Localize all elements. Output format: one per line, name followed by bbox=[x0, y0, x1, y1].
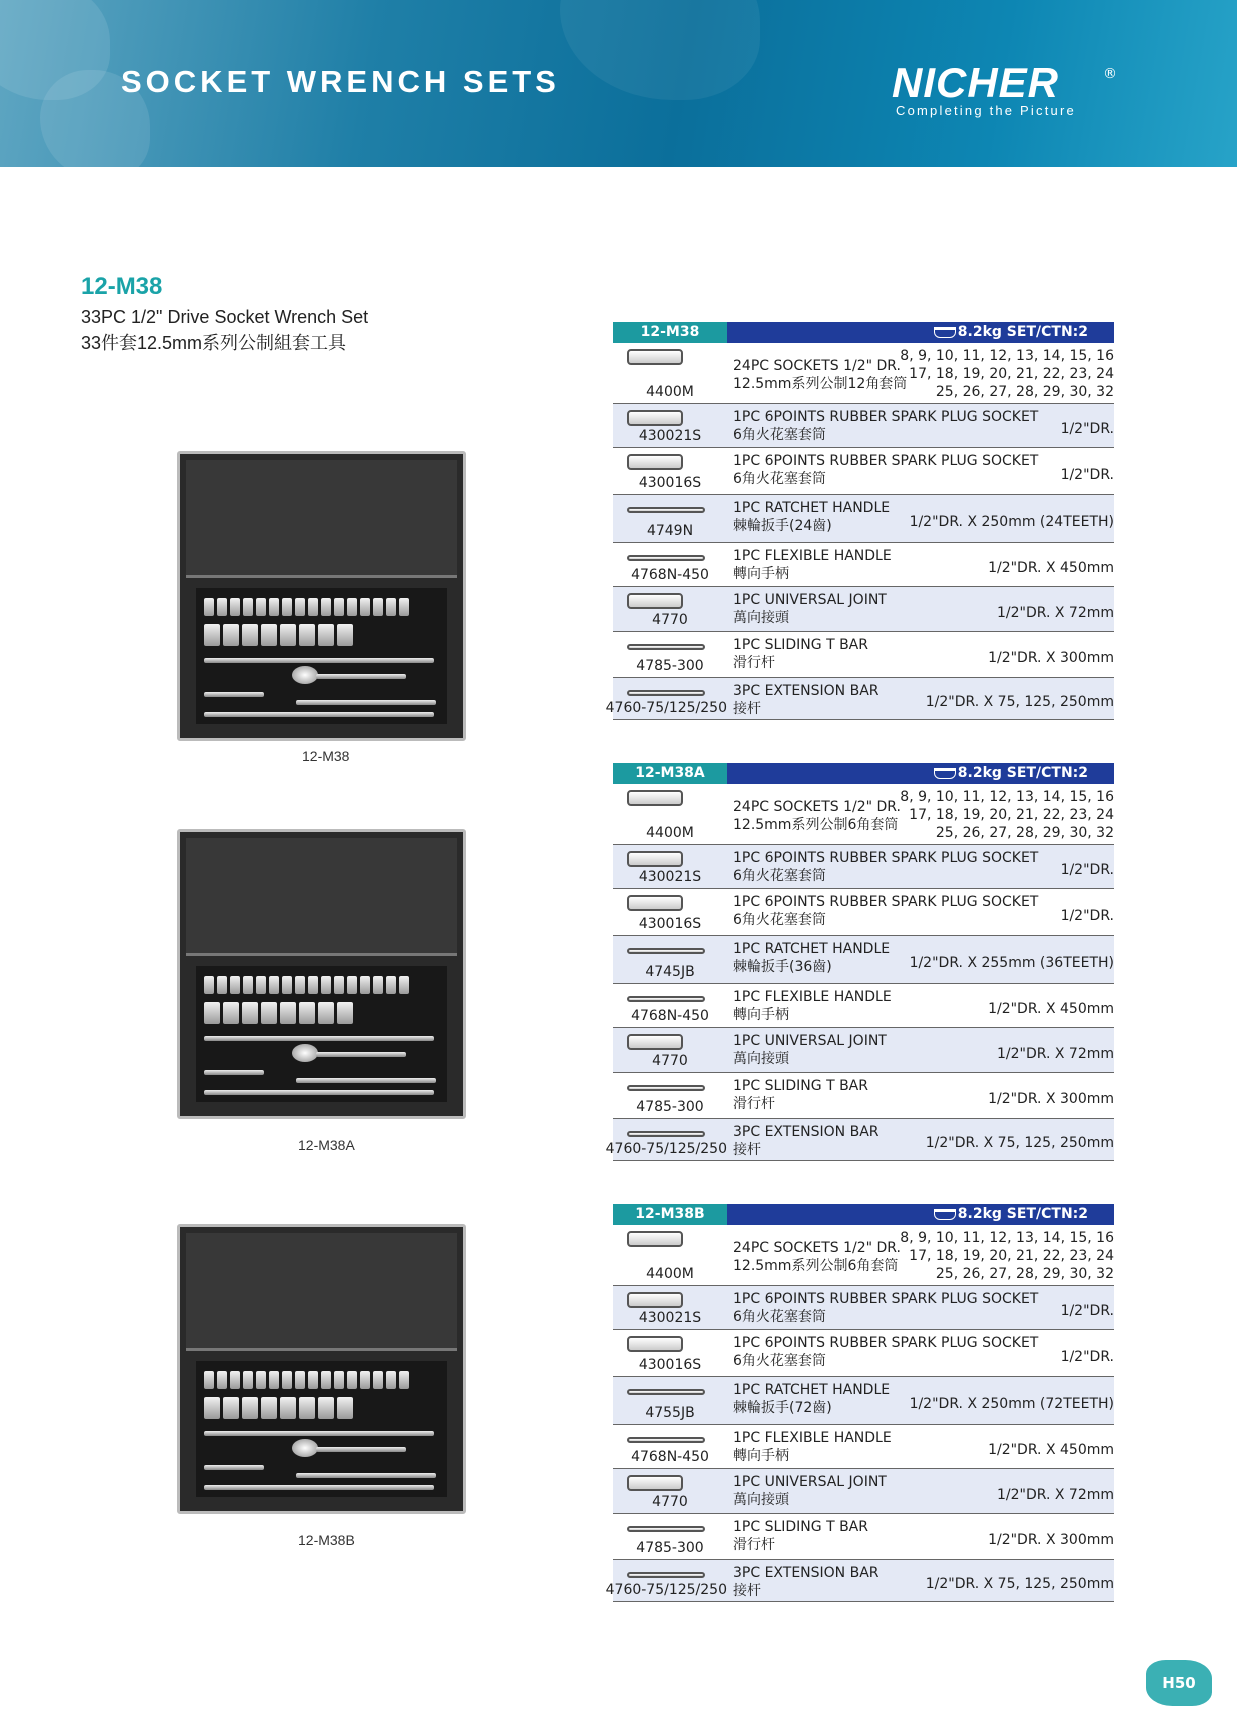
item-code: 430021S bbox=[638, 428, 702, 444]
product-case-photo bbox=[177, 451, 466, 741]
registered-mark: ® bbox=[1103, 66, 1117, 82]
item-name-en: 1PC 6POINTS RUBBER SPARK PLUG SOCKET bbox=[733, 453, 1039, 469]
spec-line: 1/2"DR. X 72mm bbox=[996, 1487, 1114, 1503]
spec-line: 17, 18, 19, 20, 21, 22, 23, 24 bbox=[909, 807, 1114, 823]
item-code: 4745JB bbox=[645, 964, 695, 980]
table-row bbox=[605, 678, 1114, 720]
item-spec bbox=[910, 513, 1114, 531]
item-spec bbox=[1061, 1302, 1114, 1320]
item-code: 430021S bbox=[638, 1310, 702, 1326]
table-row bbox=[605, 1560, 1114, 1602]
tool-icon bbox=[627, 1437, 705, 1443]
item-name bbox=[733, 1564, 879, 1600]
item-name bbox=[733, 636, 868, 672]
item-name-en: 1PC SLIDING T BAR bbox=[733, 1078, 868, 1094]
product-model: 12-M38 bbox=[81, 273, 163, 300]
spec-line: 1/2"DR. bbox=[1060, 908, 1114, 924]
tool-icon bbox=[627, 1389, 705, 1395]
page-tag: H50 bbox=[1146, 1660, 1212, 1706]
tool-icon bbox=[627, 1085, 705, 1091]
item-name bbox=[733, 1032, 887, 1068]
item-name-zh: 萬向接頭 bbox=[733, 1492, 789, 1508]
item-name-zh: 6角火花塞套筒 bbox=[733, 471, 826, 487]
item-name-en: 1PC 6POINTS RUBBER SPARK PLUG SOCKET bbox=[733, 409, 1039, 425]
item-name-zh: 12.5mm系列公制6角套筒 bbox=[733, 1258, 899, 1274]
item-name-en: 1PC UNIVERSAL JOINT bbox=[733, 1033, 887, 1049]
tool-icon bbox=[627, 1034, 683, 1050]
item-name-en: 1PC 6POINTS RUBBER SPARK PLUG SOCKET bbox=[733, 894, 1039, 910]
item-spec bbox=[988, 649, 1114, 667]
table-row bbox=[613, 343, 1114, 404]
table-row bbox=[613, 845, 1114, 889]
item-spec bbox=[988, 1000, 1114, 1018]
tool-icon bbox=[627, 790, 683, 806]
item-name bbox=[733, 893, 1038, 929]
item-spec bbox=[926, 1575, 1114, 1593]
spec-line: 1/2"DR. X 450mm bbox=[988, 1442, 1114, 1458]
tool-icon bbox=[627, 948, 705, 954]
item-name bbox=[733, 1473, 887, 1509]
item-name-en: 1PC UNIVERSAL JOINT bbox=[733, 1474, 887, 1490]
item-code: 430016S bbox=[638, 475, 702, 491]
item-spec bbox=[1061, 420, 1114, 438]
item-code: 4400M bbox=[646, 825, 694, 841]
item-spec bbox=[997, 1486, 1114, 1504]
item-code: 4749N bbox=[646, 523, 694, 539]
tool-icon bbox=[627, 851, 683, 867]
product-description-zh: 33件套12.5mm系列公制組套工具 bbox=[81, 333, 347, 353]
spec-table bbox=[605, 763, 1114, 1161]
item-name-zh: 12.5mm系列公制12角套筒 bbox=[733, 376, 908, 392]
item-spec bbox=[997, 604, 1114, 622]
item-code: 4785-300 bbox=[636, 1540, 704, 1556]
spec-table bbox=[605, 322, 1114, 720]
spec-line: 25, 26, 27, 28, 29, 30, 32 bbox=[935, 384, 1114, 400]
item-spec bbox=[926, 693, 1114, 711]
item-name-zh: 棘輪扳手(24齒) bbox=[733, 518, 832, 534]
item-name-zh: 接杆 bbox=[733, 1142, 761, 1158]
table-row bbox=[613, 1028, 1114, 1073]
spec-line: 17, 18, 19, 20, 21, 22, 23, 24 bbox=[909, 366, 1114, 382]
item-name-zh: 萬向接頭 bbox=[733, 610, 789, 626]
item-name bbox=[733, 547, 892, 583]
item-name-en: 1PC RATCHET HANDLE bbox=[733, 1382, 891, 1398]
product-case-photo bbox=[177, 829, 466, 1119]
spec-line: 1/2"DR. X 72mm bbox=[996, 1046, 1114, 1062]
item-name-zh: 轉向手柄 bbox=[733, 1007, 789, 1023]
spec-line: 8, 9, 10, 11, 12, 13, 14, 15, 16 bbox=[900, 789, 1114, 805]
spec-line: 1/2"DR. X 75, 125, 250mm bbox=[925, 1135, 1114, 1151]
case-caption: 12-M38 bbox=[302, 748, 350, 764]
item-name-en: 1PC FLEXIBLE HANDLE bbox=[733, 548, 892, 564]
item-code: 4760-75/125/250 bbox=[605, 1141, 727, 1157]
table-row bbox=[613, 1469, 1114, 1514]
item-name-en: 1PC RATCHET HANDLE bbox=[733, 941, 891, 957]
item-name bbox=[733, 357, 907, 393]
item-name-en: 1PC RATCHET HANDLE bbox=[733, 500, 891, 516]
item-code: 4785-300 bbox=[636, 1099, 704, 1115]
item-name-zh: 6角火花塞套筒 bbox=[733, 1353, 826, 1369]
item-spec bbox=[900, 788, 1114, 842]
item-code: 4760-75/125/250 bbox=[605, 1582, 727, 1598]
tool-icon bbox=[627, 690, 705, 696]
table-row bbox=[613, 1425, 1114, 1469]
item-name-zh: 6角火花塞套筒 bbox=[733, 868, 826, 884]
table-row bbox=[613, 1514, 1114, 1560]
tool-icon bbox=[627, 1475, 683, 1491]
item-name bbox=[733, 798, 901, 834]
item-name bbox=[733, 849, 1038, 885]
tool-icon bbox=[627, 1572, 705, 1578]
item-spec bbox=[988, 1090, 1114, 1108]
table-weight: 8.2kg SET/CTN:2 bbox=[957, 1206, 1088, 1222]
spec-line: 1/2"DR. X 255mm (36TEETH) bbox=[909, 955, 1114, 971]
item-spec bbox=[988, 559, 1114, 577]
item-name bbox=[733, 988, 892, 1024]
item-name-en: 1PC FLEXIBLE HANDLE bbox=[733, 989, 892, 1005]
item-name-en: 1PC 6POINTS RUBBER SPARK PLUG SOCKET bbox=[733, 850, 1039, 866]
item-name-en: 3PC EXTENSION BAR bbox=[733, 683, 879, 699]
item-code: 4400M bbox=[646, 384, 694, 400]
item-name-zh: 6角火花塞套筒 bbox=[733, 1309, 826, 1325]
item-name bbox=[733, 452, 1038, 488]
item-name-zh: 轉向手柄 bbox=[733, 566, 789, 582]
tool-icon bbox=[627, 349, 683, 365]
scale-icon bbox=[934, 1209, 956, 1220]
item-name bbox=[733, 1429, 892, 1465]
item-name-en: 24PC SOCKETS 1/2" DR. bbox=[733, 358, 901, 374]
item-name bbox=[733, 1123, 879, 1159]
tool-icon bbox=[627, 1526, 705, 1532]
table-row bbox=[613, 784, 1114, 845]
item-name-en: 1PC 6POINTS RUBBER SPARK PLUG SOCKET bbox=[733, 1335, 1039, 1351]
spec-table bbox=[605, 1204, 1114, 1602]
tool-icon bbox=[627, 555, 705, 561]
table-row bbox=[613, 448, 1114, 495]
item-name-zh: 棘輪扳手(36齒) bbox=[733, 959, 832, 975]
table-row bbox=[613, 632, 1114, 678]
item-name bbox=[733, 408, 1038, 444]
spec-table-header bbox=[613, 322, 1114, 343]
scale-icon bbox=[934, 327, 956, 338]
table-model: 12-M38B bbox=[613, 1204, 727, 1225]
tool-icon bbox=[627, 410, 683, 426]
item-name-en: 3PC EXTENSION BAR bbox=[733, 1565, 879, 1581]
item-name bbox=[733, 1077, 868, 1113]
item-name bbox=[733, 682, 879, 718]
spec-line: 1/2"DR. X 300mm bbox=[988, 1091, 1114, 1107]
item-spec bbox=[1061, 861, 1114, 879]
item-name bbox=[733, 591, 887, 627]
item-name bbox=[733, 1381, 890, 1417]
item-name bbox=[733, 1518, 868, 1554]
table-row bbox=[613, 1377, 1114, 1425]
tool-icon bbox=[627, 1131, 705, 1137]
table-row bbox=[613, 404, 1114, 448]
item-name-zh: 滑行杆 bbox=[733, 1096, 775, 1112]
spec-line: 17, 18, 19, 20, 21, 22, 23, 24 bbox=[909, 1248, 1114, 1264]
item-name-en: 24PC SOCKETS 1/2" DR. bbox=[733, 1240, 901, 1256]
tool-icon bbox=[627, 895, 683, 911]
item-spec bbox=[988, 1441, 1114, 1459]
table-row bbox=[613, 889, 1114, 936]
tool-icon bbox=[627, 1292, 683, 1308]
table-row bbox=[613, 1225, 1114, 1286]
table-row bbox=[613, 1073, 1114, 1119]
spec-line: 1/2"DR. X 300mm bbox=[988, 650, 1114, 666]
item-name bbox=[733, 1239, 901, 1275]
table-row bbox=[613, 936, 1114, 984]
tool-icon bbox=[627, 1336, 683, 1352]
table-row bbox=[613, 1330, 1114, 1377]
table-row bbox=[613, 543, 1114, 587]
item-spec bbox=[1061, 466, 1114, 484]
item-code: 4770 bbox=[652, 1053, 688, 1069]
brand-logo: NICHER bbox=[892, 59, 1060, 106]
case-caption: 12-M38B bbox=[298, 1532, 355, 1548]
spec-line: 1/2"DR. bbox=[1060, 1349, 1114, 1365]
item-name-en: 1PC SLIDING T BAR bbox=[733, 1519, 868, 1535]
item-code: 430021S bbox=[638, 869, 702, 885]
case-caption: 12-M38A bbox=[298, 1137, 355, 1153]
table-model: 12-M38 bbox=[613, 322, 727, 343]
item-spec bbox=[1061, 907, 1114, 925]
item-name-en: 1PC SLIDING T BAR bbox=[733, 637, 868, 653]
item-code: 4768N-450 bbox=[631, 1008, 709, 1024]
spec-line: 1/2"DR. X 75, 125, 250mm bbox=[925, 694, 1114, 710]
item-code: 4760-75/125/250 bbox=[605, 700, 727, 716]
item-name-zh: 6角火花塞套筒 bbox=[733, 427, 826, 443]
spec-line: 1/2"DR. bbox=[1060, 862, 1114, 878]
item-name-zh: 12.5mm系列公制6角套筒 bbox=[733, 817, 899, 833]
item-code: 4768N-450 bbox=[631, 1449, 709, 1465]
tool-icon bbox=[627, 507, 705, 513]
item-name-zh: 棘輪扳手(72齒) bbox=[733, 1400, 832, 1416]
item-name-zh: 6角火花塞套筒 bbox=[733, 912, 826, 928]
item-name bbox=[733, 1290, 1038, 1326]
item-spec bbox=[997, 1045, 1114, 1063]
item-name-zh: 滑行杆 bbox=[733, 1537, 775, 1553]
item-name-zh: 接杆 bbox=[733, 701, 761, 717]
spec-line: 1/2"DR. X 450mm bbox=[988, 560, 1114, 576]
item-spec bbox=[988, 1531, 1114, 1549]
tool-icon bbox=[627, 454, 683, 470]
table-weight: 8.2kg SET/CTN:2 bbox=[957, 765, 1088, 781]
item-spec bbox=[1061, 1348, 1114, 1366]
item-code: 4770 bbox=[652, 1494, 688, 1510]
item-code: 430016S bbox=[638, 916, 702, 932]
item-name-en: 3PC EXTENSION BAR bbox=[733, 1124, 879, 1140]
spec-line: 25, 26, 27, 28, 29, 30, 32 bbox=[935, 1266, 1114, 1282]
table-weight: 8.2kg SET/CTN:2 bbox=[957, 324, 1088, 340]
spec-line: 25, 26, 27, 28, 29, 30, 32 bbox=[935, 825, 1114, 841]
item-code: 4770 bbox=[652, 612, 688, 628]
page-title: SOCKET WRENCH SETS bbox=[121, 64, 560, 99]
item-name-zh: 轉向手柄 bbox=[733, 1448, 789, 1464]
item-name-en: 1PC 6POINTS RUBBER SPARK PLUG SOCKET bbox=[733, 1291, 1039, 1307]
table-row bbox=[613, 1286, 1114, 1330]
item-code: 4768N-450 bbox=[631, 567, 709, 583]
item-name bbox=[733, 1334, 1038, 1370]
product-description-en: 33PC 1/2" Drive Socket Wrench Set bbox=[81, 307, 369, 327]
scale-icon bbox=[934, 768, 956, 779]
item-name-en: 24PC SOCKETS 1/2" DR. bbox=[733, 799, 901, 815]
brand-tagline: Completing the Picture bbox=[896, 103, 1076, 118]
item-spec bbox=[900, 347, 1114, 401]
spec-line: 1/2"DR. X 250mm (72TEETH) bbox=[909, 1396, 1114, 1412]
spec-line: 1/2"DR. X 300mm bbox=[988, 1532, 1114, 1548]
table-row bbox=[613, 495, 1114, 543]
item-code: 430016S bbox=[638, 1357, 702, 1373]
item-code: 4755JB bbox=[645, 1405, 695, 1421]
spec-line: 1/2"DR. X 250mm (24TEETH) bbox=[909, 514, 1114, 530]
spec-line: 1/2"DR. X 72mm bbox=[996, 605, 1114, 621]
tool-icon bbox=[627, 644, 705, 650]
item-name-zh: 滑行杆 bbox=[733, 655, 775, 671]
item-spec bbox=[900, 1229, 1114, 1283]
spec-line: 1/2"DR. bbox=[1060, 1303, 1114, 1319]
item-name bbox=[733, 499, 890, 535]
table-model: 12-M38A bbox=[613, 763, 727, 784]
item-spec bbox=[910, 1395, 1114, 1413]
tool-icon bbox=[627, 1231, 683, 1247]
item-name-en: 1PC FLEXIBLE HANDLE bbox=[733, 1430, 892, 1446]
item-spec bbox=[910, 954, 1114, 972]
item-name-en: 1PC UNIVERSAL JOINT bbox=[733, 592, 887, 608]
spec-line: 1/2"DR. X 75, 125, 250mm bbox=[925, 1576, 1114, 1592]
tool-icon bbox=[627, 593, 683, 609]
spec-line: 1/2"DR. X 450mm bbox=[988, 1001, 1114, 1017]
spec-line: 8, 9, 10, 11, 12, 13, 14, 15, 16 bbox=[900, 348, 1114, 364]
header-banner bbox=[0, 0, 1237, 167]
spec-line: 1/2"DR. bbox=[1060, 421, 1114, 437]
item-name bbox=[733, 940, 890, 976]
item-spec bbox=[926, 1134, 1114, 1152]
table-row bbox=[605, 1119, 1114, 1161]
product-case-photo bbox=[177, 1224, 466, 1514]
item-code: 4400M bbox=[646, 1266, 694, 1282]
item-name-zh: 萬向接頭 bbox=[733, 1051, 789, 1067]
table-row bbox=[613, 984, 1114, 1028]
spec-line: 8, 9, 10, 11, 12, 13, 14, 15, 16 bbox=[900, 1230, 1114, 1246]
item-name-zh: 接杆 bbox=[733, 1583, 761, 1599]
spec-table-header bbox=[613, 1204, 1114, 1225]
spec-table-header bbox=[613, 763, 1114, 784]
table-row bbox=[613, 587, 1114, 632]
spec-line: 1/2"DR. bbox=[1060, 467, 1114, 483]
item-code: 4785-300 bbox=[636, 658, 704, 674]
tool-icon bbox=[627, 996, 705, 1002]
